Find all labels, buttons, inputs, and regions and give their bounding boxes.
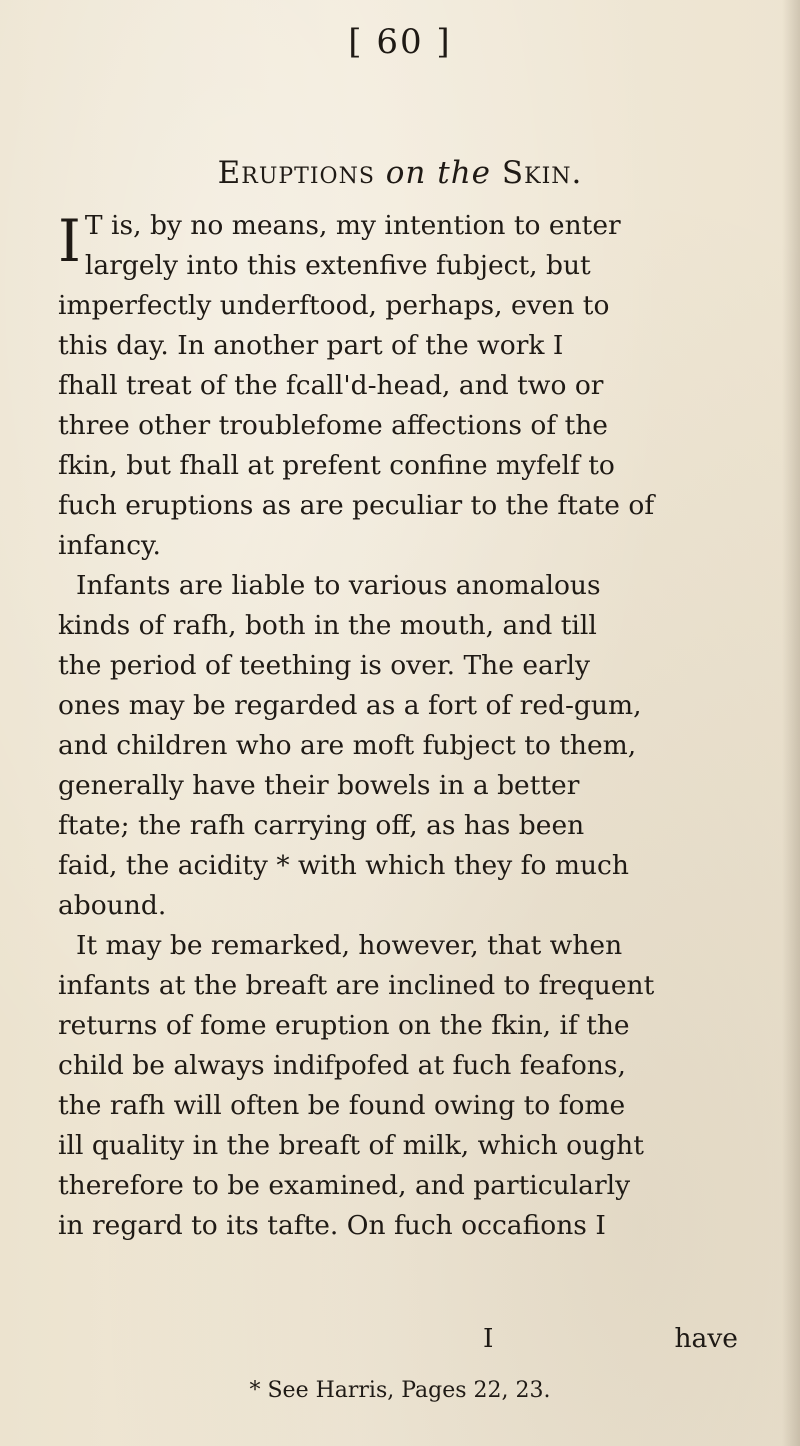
paragraph-3 — [58, 926, 738, 1246]
catchword: have — [674, 1323, 738, 1354]
text-line: ill quality in the breaft of milk, which ought — [58, 1130, 644, 1161]
paragraph-1 — [58, 206, 738, 566]
page-number: [ 60 ] — [348, 22, 452, 62]
text-line: Infants are liable to various anomalous — [76, 570, 601, 601]
page-edge-shadow — [782, 0, 800, 1446]
text-line: fuch eruptions as are peculiar to the ftate of — [58, 490, 655, 521]
text-line: this day. In another part of the work I — [58, 330, 564, 361]
signature-mark: I — [483, 1323, 494, 1354]
text-line: It may be remarked, however, that when — [76, 930, 623, 961]
text-line: the rafh will often be found owing to fome — [58, 1090, 626, 1121]
text-line: and children who are moft fubject to them, — [58, 730, 637, 761]
text-line: returns of fome eruption on the fkin, if the — [58, 1010, 630, 1041]
heading-on-the: on the — [385, 155, 492, 191]
text-line: infancy. — [58, 530, 161, 561]
text-line: three other troublefome affections of the — [58, 410, 608, 441]
heading-eruptions: Eruptions — [217, 155, 375, 191]
text-line: in regard to its tafte. On fuch occafions I — [58, 1210, 606, 1241]
text-line: child be always indifpofed at fuch feafons, — [58, 1050, 626, 1081]
text-line: imperfectly underftood, perhaps, even to — [58, 290, 610, 321]
heading-skin: Skin. — [501, 155, 583, 191]
drop-cap: I — [58, 207, 81, 275]
text-line: largely into this extenfive fubject, but — [84, 250, 591, 281]
text-line: infants at the breaft are inclined to frequent — [58, 970, 655, 1001]
text-line: kinds of rafh, both in the mouth, and till — [58, 610, 597, 641]
section-heading — [0, 155, 800, 191]
text-line: fhall treat of the fcall'd-head, and two or — [58, 370, 604, 401]
text-line: therefore to be examined, and particularly — [58, 1170, 631, 1201]
text-line: generally have their bowels in a better — [58, 770, 580, 801]
text-line: the period of teething is over. The early — [58, 650, 590, 681]
text-line: ftate; the rafh carrying off, as has been — [58, 810, 585, 841]
text-line: ones may be regarded as a fort of red-gum, — [58, 690, 642, 721]
text-line: abound. — [58, 890, 167, 921]
footnote: * See Harris, Pages 22, 23. — [249, 1378, 551, 1403]
text-line: T is, by no means, my intention to enter — [84, 210, 621, 241]
text-line: faid, the acidity * with which they fo much — [58, 850, 629, 881]
paragraph-2 — [58, 566, 738, 926]
text-line: fkin, but fhall at prefent confine myfelf to — [58, 450, 615, 481]
body-text — [58, 206, 738, 1246]
